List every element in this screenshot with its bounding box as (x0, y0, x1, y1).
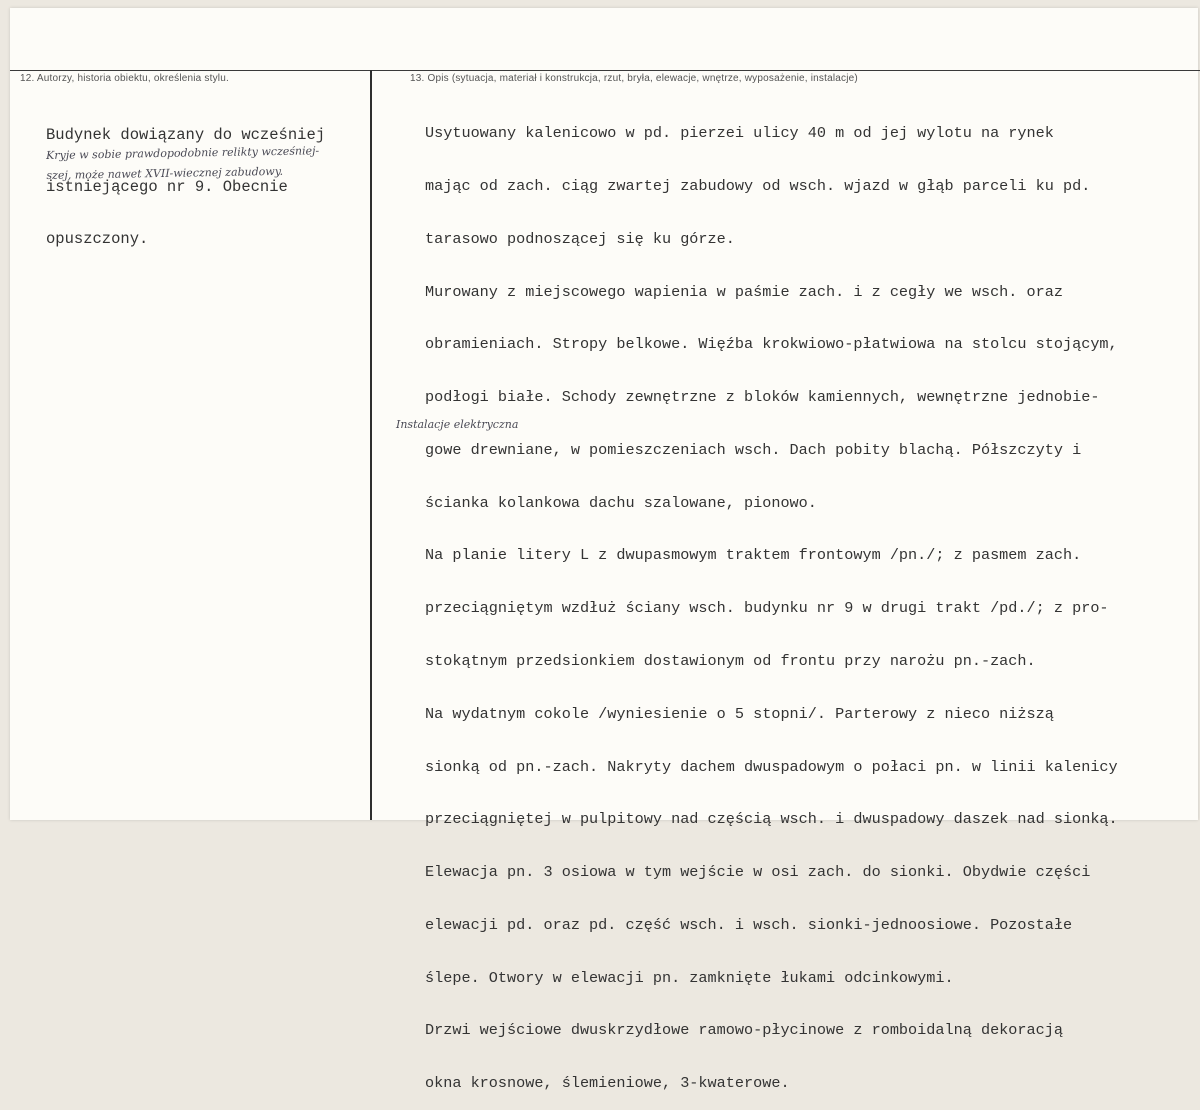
typed-line: przeciągniętej w pulpitowy nad częścią wsch. i dwuspadowy daszek nad sionką. (425, 810, 1118, 829)
typed-line: Na wydatnym cokole /wyniesienie o 5 stopni/. Parterowy z nieco niższą (425, 704, 1054, 723)
handwritten-line: Instalacje elektryczna (396, 418, 519, 431)
typed-line: podłogi białe. Schody zewnętrzne z bloków kamiennych, wewnętrzne jednobie- (425, 388, 1100, 407)
handwritten-line: Kryje w sobie prawdopodobnie relikty wcześniej- (46, 144, 320, 162)
typed-line: Usytuowany kalenicowo w pd. pierzei ulicy 40 m od jej wylotu na rynek (425, 124, 1054, 143)
typed-line: gowe drewniane, w pomieszczeniach wsch. Dach pobity blachą. Półszczyty i (425, 440, 1082, 459)
typed-line: stokątnym przedsionkiem dostawionym od frontu przy narożu pn.-zach. (425, 652, 1036, 670)
history-handwritten-note (46, 144, 320, 189)
typed-line: Murowany z miejscowego wapienia w paśmie zach. i z cegły we wsch. oraz (425, 282, 1063, 301)
typed-line: Elewacja pn. 3 osiowa w tym wejście w osi zach. do sionki. Obydwie części (425, 863, 1091, 882)
column-divider (370, 70, 372, 820)
installations-handwritten-note (396, 418, 518, 438)
typed-line: Drzwi wejściowe dwuskrzydłowe ramowo-płycinowe z romboidalną dekoracją (425, 1021, 1063, 1040)
typed-line: Na planie litery L z dwupasmowym traktem frontowym /pn./; z pasmem zach. (425, 546, 1082, 565)
typed-line: sionką od pn.-zach. Nakryty dachem dwuspadowym o połaci pn. w linii kalenicy (425, 757, 1118, 776)
typed-line: mając od zach. ciąg zwartej zabudowy od wsch. wjazd w głąb parceli ku pd. (425, 176, 1091, 195)
typed-line: Budynek dowiązany do wcześniej (46, 125, 326, 144)
header-rule (10, 70, 1200, 71)
handwritten-line: szej, może nawet XVII-wiecznej zabudowy. (46, 164, 284, 182)
section-13-header: 13. Opis (sytuacja, materiał i konstrukcja, rzut, bryła, elewacje, wnętrze, wyposażenie, instalacje) (410, 73, 858, 84)
typed-line: tarasowo podnoszącej się ku górze. (425, 229, 735, 248)
typed-line: opuszczony. (46, 230, 149, 249)
typed-line: obramieniach. Stropy belkowe. Więźba krokwiowo-płatwiowa na stolcu stojącym, (425, 335, 1118, 354)
description-typed-text (425, 90, 1118, 1110)
typed-line: ślepe. Otwory w elewacji pn. zamknięte łukami odcinkowymi. (425, 968, 954, 987)
typed-line: przeciągniętym wzdłuż ściany wsch. budynku nr 9 w drugi trakt /pd./; z pro- (425, 599, 1109, 618)
typed-line: okna krosnowe, ślemieniowe, 3-kwaterowe. (425, 1074, 790, 1093)
typed-line: elewacji pd. oraz pd. część wsch. i wsch. sionki-jednoosiowe. Pozostałe (425, 915, 1073, 934)
typed-line: ścianka kolankowa dachu szalowane, pionowo. (425, 493, 817, 512)
section-12-header: 12. Autorzy, historia obiektu, określenia stylu. (20, 73, 229, 84)
typed-line: istniejącego nr 9. Obecnie (46, 178, 288, 197)
